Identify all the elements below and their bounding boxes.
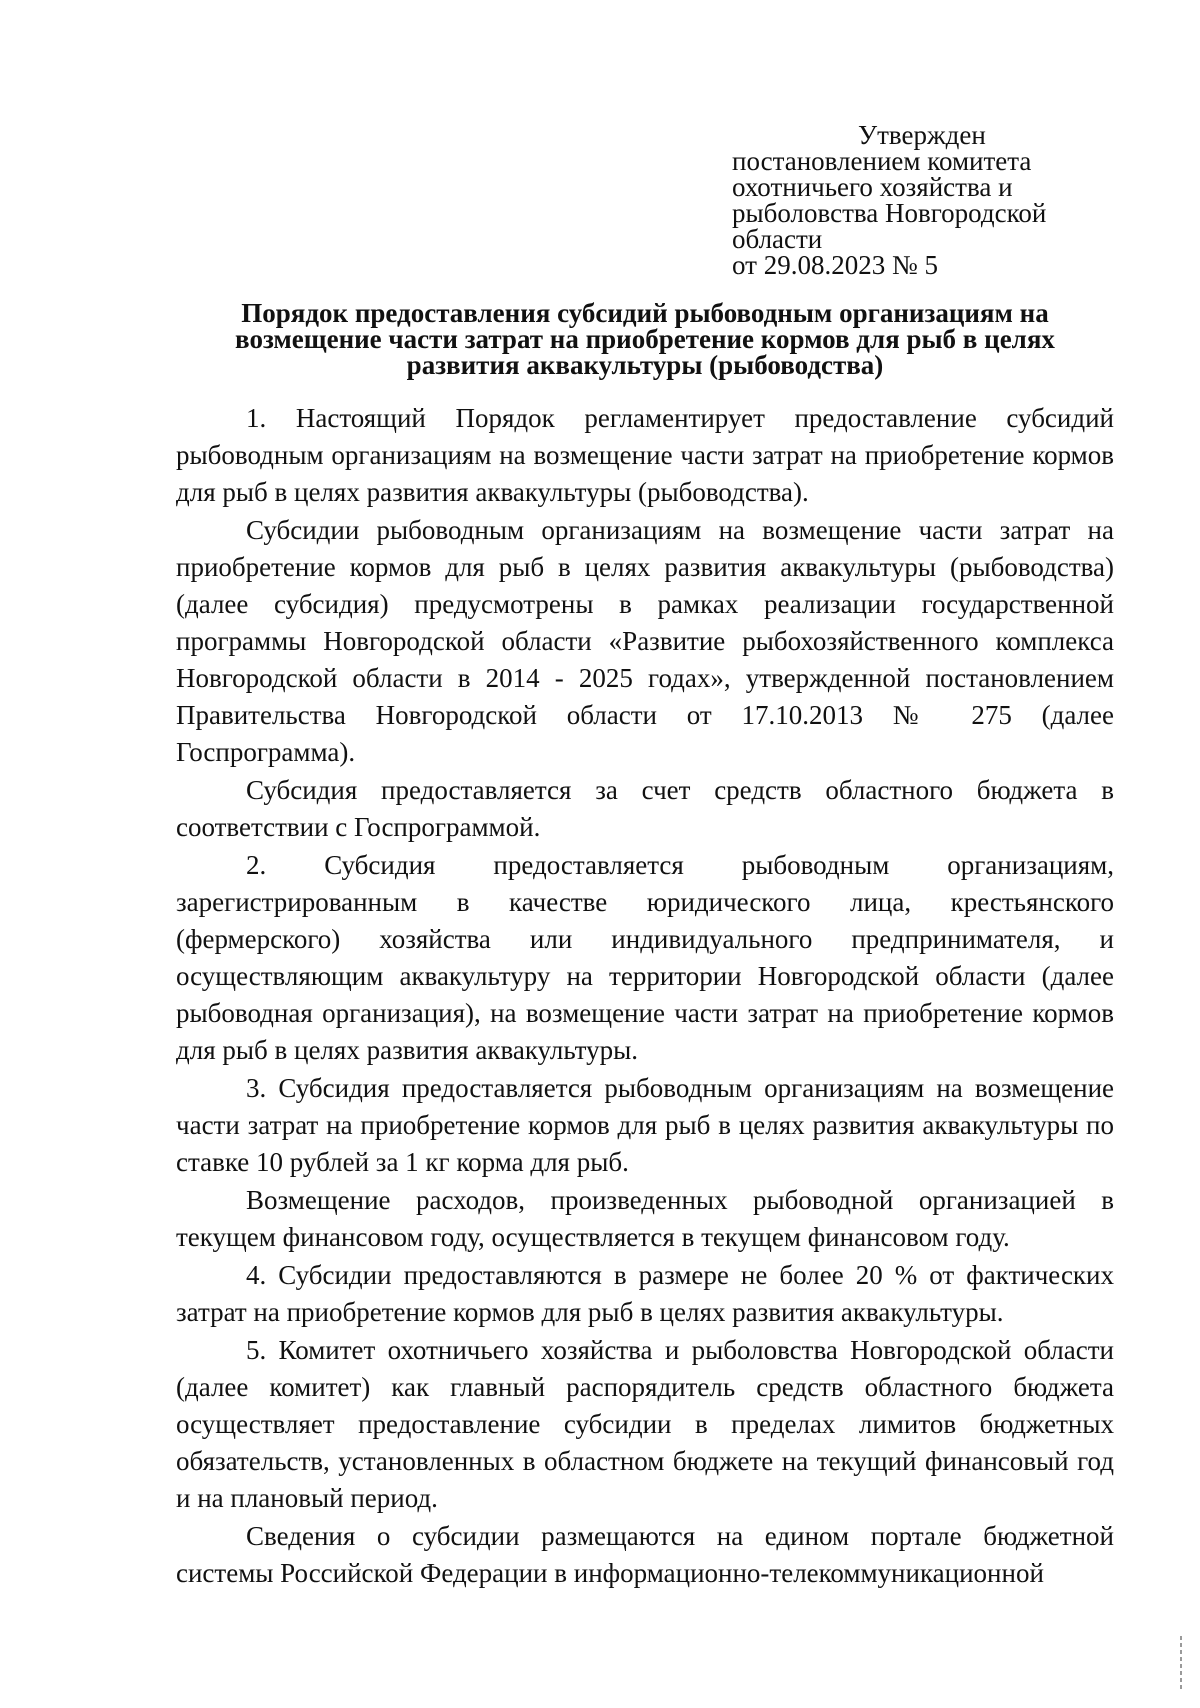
paragraph-clause-4: 4. Субсидии предоставляются в размере не более 20 % от фактических затрат на приобретение кормов для рыб в целях развития аквакультуры. <box>176 1260 1114 1327</box>
paragraph-clause-1: 1. Настоящий Порядок регламентирует предоставление субсидий рыбоводным организациям на возмещение части затрат на приобретение кормов для рыб в целях развития аквакультуры (рыбоводства). <box>176 403 1114 507</box>
title-line: возмещение части затрат на приобретение кормов для рыб в целях <box>235 324 1055 354</box>
paragraph-publication: Сведения о субсидии размещаются на едином портале бюджетной системы Российской Федерации в информационно-телекоммуникационной <box>176 1521 1114 1588</box>
approval-line: области <box>732 224 823 254</box>
approval-line: охотничьего хозяйства и <box>732 172 1013 202</box>
paragraph-clause-2: 2. Субсидия предоставляется рыбоводным организациям, зарегистрированным в качестве юридического лица, крестьянского (фермерского) хозяйства или индивидуального предпринимателя, и осуществляющим аквакультуру на территории Новгородской области (далее рыбоводная организация), на возмещение части затрат на приобретение кормов для рыб в целях развития аквакультуры. <box>176 850 1114 1065</box>
scan-edge-mark <box>1180 1636 1182 1692</box>
title-line: развития аквакультуры (рыбоводства) <box>406 350 884 380</box>
approval-heading: Утвержден <box>858 120 986 150</box>
document-title <box>176 300 1114 378</box>
title-line: Порядок предоставления субсидий рыбоводным организациям на <box>241 298 1049 328</box>
paragraph-reimbursement: Возмещение расходов, произведенных рыбоводной организацией в текущем финансовом году, осуществляется в текущем финансовом году. <box>176 1185 1114 1252</box>
document-body <box>176 400 1114 1592</box>
approval-date-number: от 29.08.2023 № 5 <box>732 250 938 280</box>
paragraph-funding-source: Субсидия предоставляется за счет средств областного бюджета в соответствии с Госпрограммой. <box>176 775 1114 842</box>
paragraph-subsidy-program: Субсидии рыбоводным организациям на возмещение части затрат на приобретение кормов для рыб в целях развития аквакультуры (рыбоводства) (далее субсидия) предусмотрены в рамках реализации государственной программы Новгородской области «Развитие рыбохозяйственного комплекса Новгородской области в 2014 - 2025 годах», утвержденной постановлением Правительства Новгородской области от 17.10.2013 № 275 (далее Госпрограмма). <box>176 515 1114 767</box>
approval-stamp <box>732 122 1112 278</box>
approval-line: рыболовства Новгородской <box>732 198 1047 228</box>
paragraph-clause-5: 5. Комитет охотничьего хозяйства и рыболовства Новгородской области (далее комитет) как главный распорядитель средств областного бюджета осуществляет предоставление субсидии в пределах лимитов бюджетных обязательств, установленных в областном бюджете на текущий финансовый год и на плановый период. <box>176 1335 1114 1513</box>
paragraph-clause-3: 3. Субсидия предоставляется рыбоводным организациям на возмещение части затрат на приобретение кормов для рыб в целях развития аквакультуры по ставке 10 рублей за 1 кг корма для рыб. <box>176 1073 1114 1177</box>
approval-line: постановлением комитета <box>732 146 1032 176</box>
